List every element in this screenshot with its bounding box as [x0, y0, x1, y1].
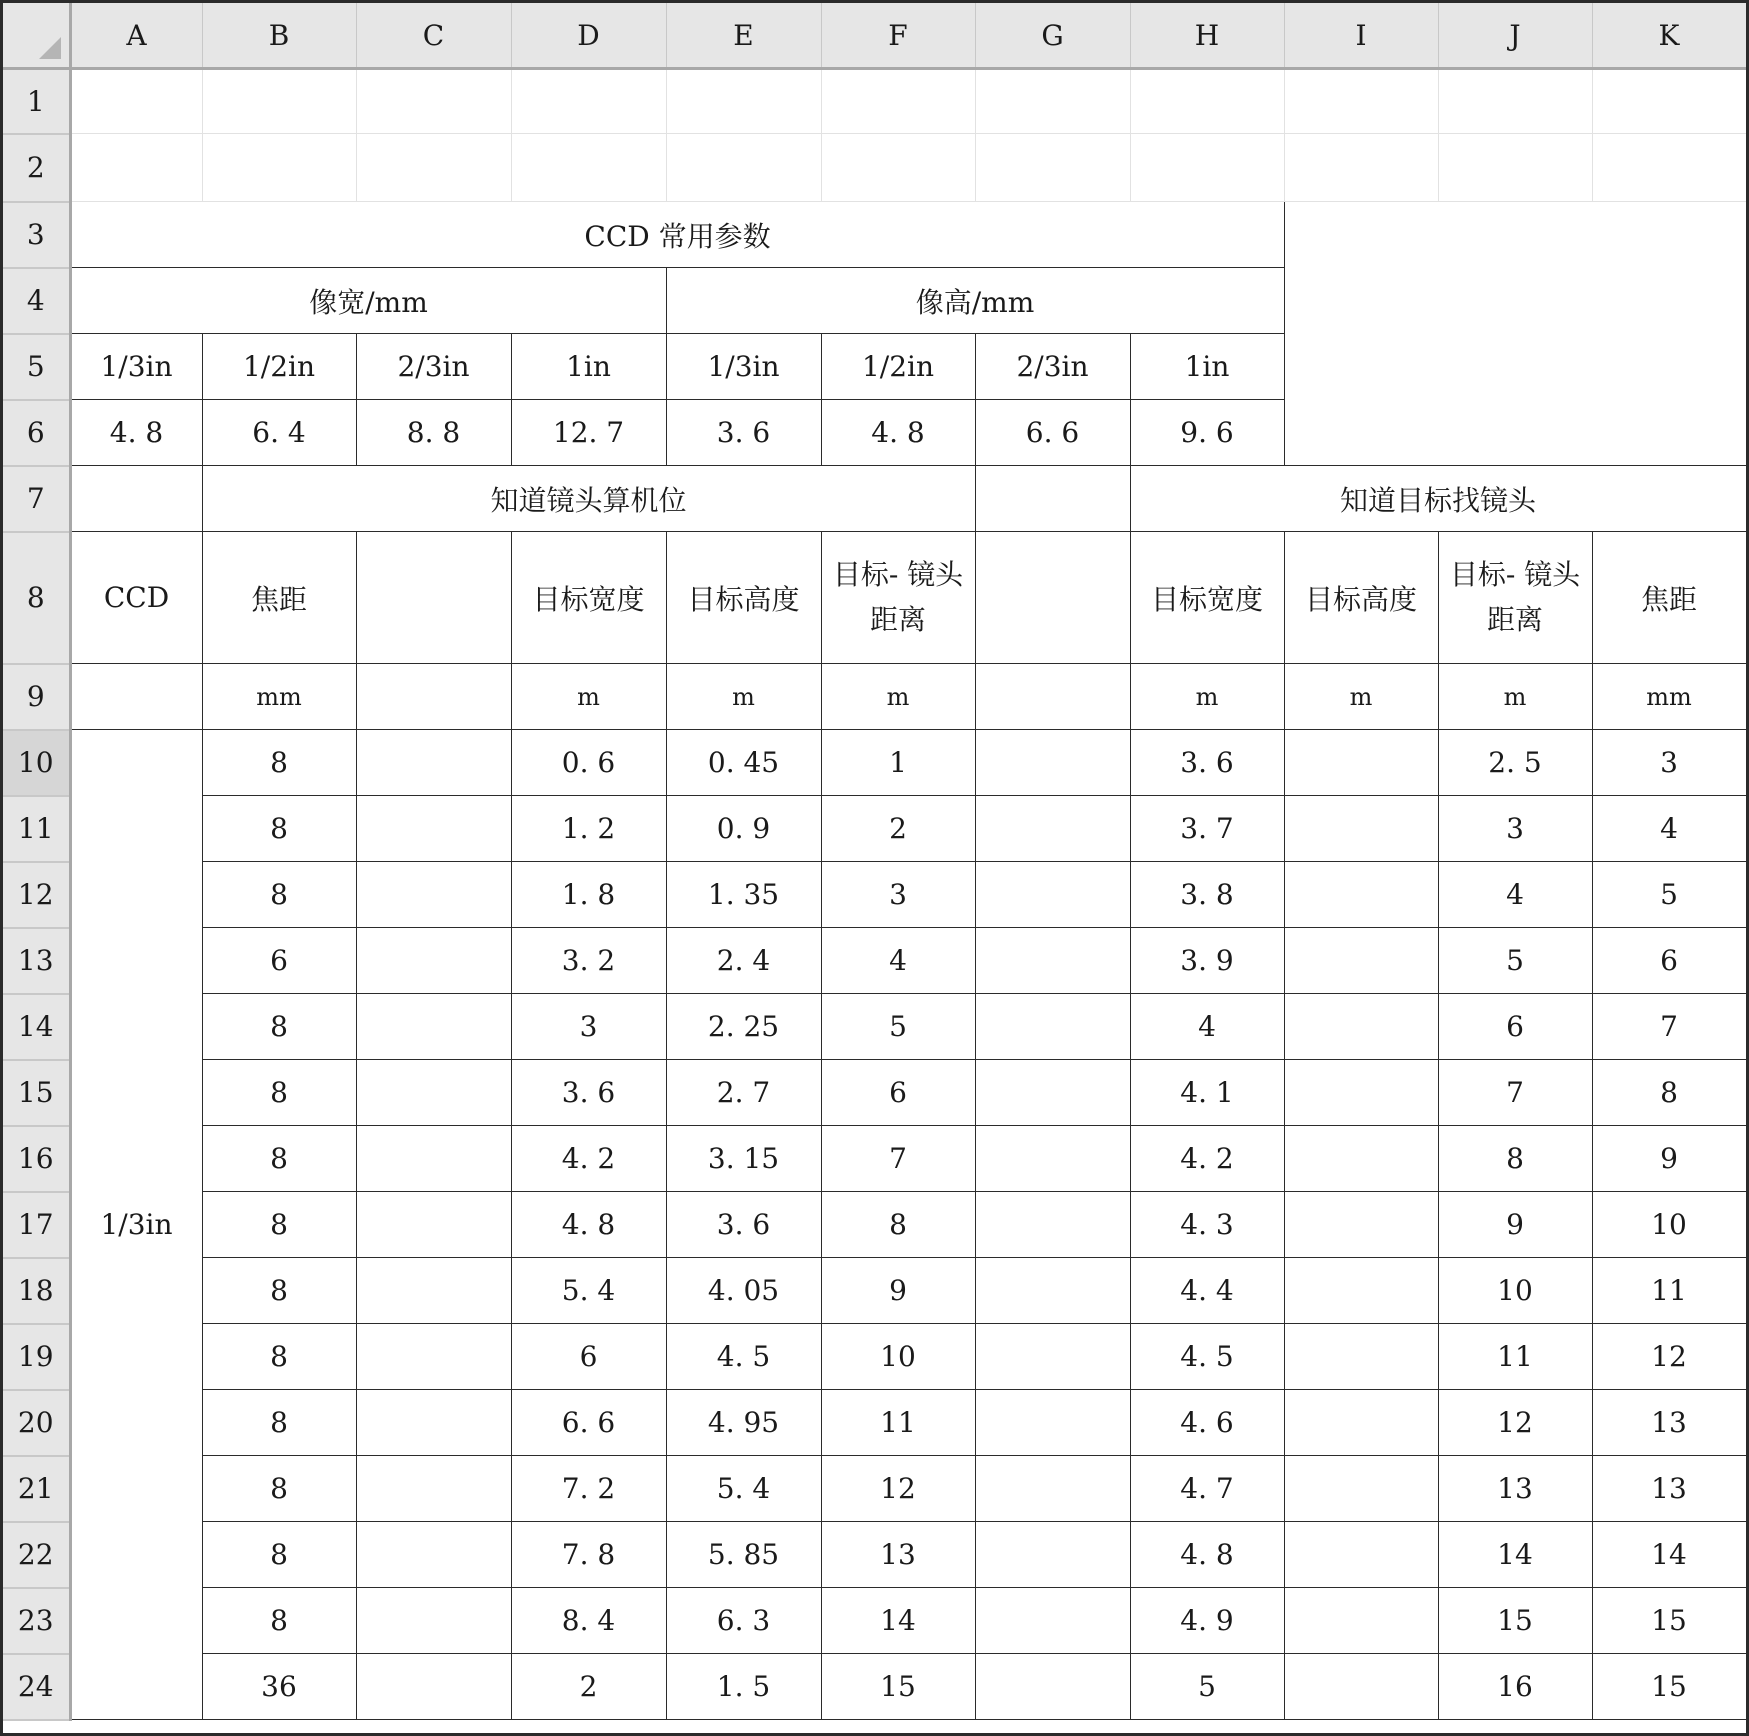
cell-f23[interactable]: 14 — [821, 1588, 975, 1654]
cell-h20[interactable]: 4. 6 — [1130, 1390, 1284, 1456]
table-row — [3, 928, 1746, 994]
cell-e20[interactable]: 4. 95 — [666, 1390, 821, 1456]
row-header-18[interactable]: 18 — [3, 1258, 70, 1324]
cell-i2[interactable] — [1284, 134, 1438, 202]
cell-j18[interactable]: 10 — [1438, 1258, 1592, 1324]
cell-c10[interactable] — [356, 730, 511, 796]
cell-d21[interactable]: 7. 2 — [511, 1456, 666, 1522]
cell-i19[interactable] — [1284, 1324, 1438, 1390]
cell-f14[interactable]: 5 — [821, 994, 975, 1060]
cell-j13[interactable]: 5 — [1438, 928, 1592, 994]
row-header-20[interactable]: 20 — [3, 1390, 70, 1456]
cell-b21[interactable]: 8 — [202, 1456, 356, 1522]
unit-j9[interactable]: m — [1438, 664, 1592, 730]
cell-i16[interactable] — [1284, 1126, 1438, 1192]
cell-g23[interactable] — [975, 1588, 1130, 1654]
cell-c17[interactable] — [356, 1192, 511, 1258]
table-row — [3, 1390, 1746, 1456]
cell-g12[interactable] — [975, 862, 1130, 928]
ccd-size-merged-cell[interactable]: 1/3in — [70, 730, 202, 1720]
cell-k2[interactable] — [1592, 134, 1746, 202]
cell-b13[interactable]: 6 — [202, 928, 356, 994]
cell-e22[interactable]: 5. 85 — [666, 1522, 821, 1588]
cell-g15[interactable] — [975, 1060, 1130, 1126]
column-header-j[interactable]: J — [1438, 3, 1592, 69]
cell-f10[interactable]: 1 — [821, 730, 975, 796]
row-header-2[interactable]: 2 — [3, 134, 70, 202]
cell-b15[interactable]: 8 — [202, 1060, 356, 1126]
table-row — [3, 796, 1746, 862]
cell-c15[interactable] — [356, 1060, 511, 1126]
cell-g13[interactable] — [975, 928, 1130, 994]
cell-g16[interactable] — [975, 1126, 1130, 1192]
label-target-width-right[interactable]: 目标宽度 — [1130, 532, 1284, 664]
size-a5[interactable]: 1/3in — [70, 334, 202, 400]
cell-c18[interactable] — [356, 1258, 511, 1324]
cell-b10[interactable]: 8 — [202, 730, 356, 796]
cell-c20[interactable] — [356, 1390, 511, 1456]
size-b5[interactable]: 1/2in — [202, 334, 356, 400]
table-row — [3, 1060, 1746, 1126]
value-g6[interactable]: 6. 6 — [975, 400, 1130, 466]
table-row — [3, 1522, 1746, 1588]
row-header-7[interactable]: 7 — [3, 466, 70, 532]
value-c6[interactable]: 8. 8 — [356, 400, 511, 466]
cell-i20[interactable] — [1284, 1390, 1438, 1456]
column-header-f[interactable]: F — [821, 3, 975, 69]
cell-e1[interactable] — [666, 69, 821, 134]
cell-k17[interactable]: 10 — [1592, 1192, 1746, 1258]
cell-d20[interactable]: 6. 6 — [511, 1390, 666, 1456]
table-row — [3, 862, 1746, 928]
cell-b11[interactable]: 8 — [202, 796, 356, 862]
cell-f21[interactable]: 12 — [821, 1456, 975, 1522]
label-ccd[interactable]: CCD — [70, 532, 202, 664]
cell-j19[interactable]: 11 — [1438, 1324, 1592, 1390]
cell-j17[interactable]: 9 — [1438, 1192, 1592, 1258]
cell-k22[interactable]: 14 — [1592, 1522, 1746, 1588]
cell-k16[interactable]: 9 — [1592, 1126, 1746, 1192]
row-header-6[interactable]: 6 — [3, 400, 70, 466]
size-c5[interactable]: 2/3in — [356, 334, 511, 400]
select-all-corner[interactable] — [3, 3, 70, 69]
cell-d14[interactable]: 3 — [511, 994, 666, 1060]
cell-e18[interactable]: 4. 05 — [666, 1258, 821, 1324]
cell-i23[interactable] — [1284, 1588, 1438, 1654]
table-row — [3, 1588, 1746, 1654]
cell-i12[interactable] — [1284, 862, 1438, 928]
cell-h1[interactable] — [1130, 69, 1284, 134]
cell-d18[interactable]: 5. 4 — [511, 1258, 666, 1324]
cell-c8[interactable] — [356, 532, 511, 664]
cell-k24[interactable]: 15 — [1592, 1654, 1746, 1720]
cell-d19[interactable]: 6 — [511, 1324, 666, 1390]
cell-j2[interactable] — [1438, 134, 1592, 202]
cell-i11[interactable] — [1284, 796, 1438, 862]
cell-c14[interactable] — [356, 994, 511, 1060]
table-row — [3, 1456, 1746, 1522]
cell-i24[interactable] — [1284, 1654, 1438, 1720]
cell-g17[interactable] — [975, 1192, 1130, 1258]
unit-b9[interactable]: mm — [202, 664, 356, 730]
cell-j10[interactable]: 2. 5 — [1438, 730, 1592, 796]
column-header-g[interactable]: G — [975, 3, 1130, 69]
cell-b24[interactable]: 36 — [202, 1654, 356, 1720]
cell-d22[interactable]: 7. 8 — [511, 1522, 666, 1588]
distance-line-2: 距离 — [869, 602, 926, 636]
cell-j22[interactable]: 14 — [1438, 1522, 1592, 1588]
cell-e21[interactable]: 5. 4 — [666, 1456, 821, 1522]
label-target-height-right[interactable]: 目标高度 — [1284, 532, 1438, 664]
cell-c12[interactable] — [356, 862, 511, 928]
cell-f19[interactable]: 10 — [821, 1324, 975, 1390]
row-header-21[interactable]: 21 — [3, 1456, 70, 1522]
column-header-b[interactable]: B — [202, 3, 356, 69]
cell-h2[interactable] — [1130, 134, 1284, 202]
row-header-22[interactable]: 22 — [3, 1522, 70, 1588]
data-rows — [3, 730, 1746, 1720]
cell-h18[interactable]: 4. 4 — [1130, 1258, 1284, 1324]
unit-k9[interactable]: mm — [1592, 664, 1746, 730]
row-header-3[interactable]: 3 — [3, 202, 70, 268]
label-focal-length-right[interactable]: 焦距 — [1592, 532, 1746, 664]
size-h5[interactable]: 1in — [1130, 334, 1284, 400]
cell-b22[interactable]: 8 — [202, 1522, 356, 1588]
cell-g1[interactable] — [975, 69, 1130, 134]
table-row — [3, 1654, 1746, 1720]
value-d6[interactable]: 12. 7 — [511, 400, 666, 466]
cell-e16[interactable]: 3. 15 — [666, 1126, 821, 1192]
table-row — [3, 1192, 1746, 1258]
cell-e17[interactable]: 3. 6 — [666, 1192, 821, 1258]
cell-f2[interactable] — [821, 134, 975, 202]
row-header-9[interactable]: 9 — [3, 664, 70, 730]
cell-g8[interactable] — [975, 532, 1130, 664]
row-header-5[interactable]: 5 — [3, 334, 70, 400]
cell-f24[interactable]: 15 — [821, 1654, 975, 1720]
cell-k1[interactable] — [1592, 69, 1746, 134]
cell-e11[interactable]: 0. 9 — [666, 796, 821, 862]
table-row — [3, 1126, 1746, 1192]
cell-e23[interactable]: 6. 3 — [666, 1588, 821, 1654]
cell-g21[interactable] — [975, 1456, 1130, 1522]
table-row — [3, 730, 1746, 796]
cell-c13[interactable] — [356, 928, 511, 994]
cell-c21[interactable] — [356, 1456, 511, 1522]
value-a6[interactable]: 4. 8 — [70, 400, 202, 466]
cell-i14[interactable] — [1284, 994, 1438, 1060]
column-header-k[interactable]: K — [1592, 3, 1746, 69]
cell-h17[interactable]: 4. 3 — [1130, 1192, 1284, 1258]
cell-k14[interactable]: 7 — [1592, 994, 1746, 1060]
cell-j24[interactable]: 16 — [1438, 1654, 1592, 1720]
cell-f20[interactable]: 11 — [821, 1390, 975, 1456]
section-target-to-lens[interactable]: 知道目标找镜头 — [1130, 466, 1746, 532]
cell-f1[interactable] — [821, 69, 975, 134]
cell-g20[interactable] — [975, 1390, 1130, 1456]
cell-j12[interactable]: 4 — [1438, 862, 1592, 928]
cell-e15[interactable]: 2. 7 — [666, 1060, 821, 1126]
cell-e13[interactable]: 2. 4 — [666, 928, 821, 994]
row-header-10[interactable]: 10 — [3, 730, 70, 796]
size-d5[interactable]: 1in — [511, 334, 666, 400]
column-header-e[interactable]: E — [666, 3, 821, 69]
table-row — [3, 1258, 1746, 1324]
cell-e14[interactable]: 2. 25 — [666, 994, 821, 1060]
cell-c1[interactable] — [356, 69, 511, 134]
cell-c24[interactable] — [356, 1654, 511, 1720]
cell-a7[interactable] — [70, 466, 202, 532]
cell-h21[interactable]: 4. 7 — [1130, 1456, 1284, 1522]
cell-j1[interactable] — [1438, 69, 1592, 134]
cell-b17[interactable]: 8 — [202, 1192, 356, 1258]
cell-g11[interactable] — [975, 796, 1130, 862]
cell-h12[interactable]: 3. 8 — [1130, 862, 1284, 928]
distance-line-1: 目标- 镜头 — [832, 557, 964, 591]
cell-e12[interactable]: 1. 35 — [666, 862, 821, 928]
unit-h9[interactable]: m — [1130, 664, 1284, 730]
column-header-h[interactable]: H — [1130, 3, 1284, 69]
cell-k18[interactable]: 11 — [1592, 1258, 1746, 1324]
cell-c11[interactable] — [356, 796, 511, 862]
cell-k20[interactable]: 13 — [1592, 1390, 1746, 1456]
cell-a2[interactable] — [70, 134, 202, 202]
unit-f9[interactable]: m — [821, 664, 975, 730]
select-all-triangle-icon — [39, 37, 61, 59]
row-header-19[interactable]: 19 — [3, 1324, 70, 1390]
row-header-24[interactable]: 24 — [3, 1654, 70, 1720]
row-header-14[interactable]: 14 — [3, 994, 70, 1060]
cell-c23[interactable] — [356, 1588, 511, 1654]
column-header-c[interactable]: C — [356, 3, 511, 69]
cell-b20[interactable]: 8 — [202, 1390, 356, 1456]
cell-j14[interactable]: 6 — [1438, 994, 1592, 1060]
distance-line-2-right: 距离 — [1486, 602, 1543, 636]
cell-i1[interactable] — [1284, 69, 1438, 134]
cell-c16[interactable] — [356, 1126, 511, 1192]
cell-f11[interactable]: 2 — [821, 796, 975, 862]
cell-i22[interactable] — [1284, 1522, 1438, 1588]
cell-e19[interactable]: 4. 5 — [666, 1324, 821, 1390]
cell-c19[interactable] — [356, 1324, 511, 1390]
row-header-8[interactable]: 8 — [3, 532, 70, 664]
cell-d17[interactable]: 4. 8 — [511, 1192, 666, 1258]
cell-i15[interactable] — [1284, 1060, 1438, 1126]
cell-a1[interactable] — [70, 69, 202, 134]
cell-f16[interactable]: 7 — [821, 1126, 975, 1192]
cell-e2[interactable] — [666, 134, 821, 202]
cell-b16[interactable]: 8 — [202, 1126, 356, 1192]
cell-a9[interactable] — [70, 664, 202, 730]
cell-i10[interactable] — [1284, 730, 1438, 796]
row-header-16[interactable]: 16 — [3, 1126, 70, 1192]
cell-b1[interactable] — [202, 69, 356, 134]
cell-d16[interactable]: 4. 2 — [511, 1126, 666, 1192]
cell-h22[interactable]: 4. 8 — [1130, 1522, 1284, 1588]
unit-d9[interactable]: m — [511, 664, 666, 730]
cell-g9[interactable] — [975, 664, 1130, 730]
cell-g18[interactable] — [975, 1258, 1130, 1324]
cell-k10[interactable]: 3 — [1592, 730, 1746, 796]
cell-k15[interactable]: 8 — [1592, 1060, 1746, 1126]
label-target-height[interactable]: 目标高度 — [666, 532, 821, 664]
table-row — [3, 1324, 1746, 1390]
cell-c22[interactable] — [356, 1522, 511, 1588]
cell-b2[interactable] — [202, 134, 356, 202]
column-header-i[interactable]: I — [1284, 3, 1438, 69]
cell-h11[interactable]: 3. 7 — [1130, 796, 1284, 862]
size-g5[interactable]: 2/3in — [975, 334, 1130, 400]
cell-h16[interactable]: 4. 2 — [1130, 1126, 1284, 1192]
image-width-group[interactable]: 像宽/mm — [70, 268, 666, 334]
cell-f15[interactable]: 6 — [821, 1060, 975, 1126]
cell-g10[interactable] — [975, 730, 1130, 796]
cell-j23[interactable]: 15 — [1438, 1588, 1592, 1654]
cell-i13[interactable] — [1284, 928, 1438, 994]
cell-f18[interactable]: 9 — [821, 1258, 975, 1324]
cell-h13[interactable]: 3. 9 — [1130, 928, 1284, 994]
label-target-width[interactable]: 目标宽度 — [511, 532, 666, 664]
value-b6[interactable]: 6. 4 — [202, 400, 356, 466]
row-header-4[interactable]: 4 — [3, 268, 70, 334]
cell-g7[interactable] — [975, 466, 1130, 532]
cell-d1[interactable] — [511, 69, 666, 134]
cell-h24[interactable]: 5 — [1130, 1654, 1284, 1720]
cell-k11[interactable]: 4 — [1592, 796, 1746, 862]
row-header-15[interactable]: 15 — [3, 1060, 70, 1126]
label-target-lens-distance[interactable] — [821, 532, 975, 664]
label-focal-length[interactable]: 焦距 — [202, 532, 356, 664]
cell-b23[interactable]: 8 — [202, 1588, 356, 1654]
row-header-1[interactable]: 1 — [3, 69, 70, 134]
cell-e10[interactable]: 0. 45 — [666, 730, 821, 796]
row-header-13[interactable]: 13 — [3, 928, 70, 994]
unit-e9[interactable]: m — [666, 664, 821, 730]
row-header-12[interactable]: 12 — [3, 862, 70, 928]
cell-d23[interactable]: 8. 4 — [511, 1588, 666, 1654]
value-e6[interactable]: 3. 6 — [666, 400, 821, 466]
cell-j16[interactable]: 8 — [1438, 1126, 1592, 1192]
row-header-11[interactable]: 11 — [3, 796, 70, 862]
table-row — [3, 994, 1746, 1060]
cell-b12[interactable]: 8 — [202, 862, 356, 928]
cell-h23[interactable]: 4. 9 — [1130, 1588, 1284, 1654]
cell-c9[interactable] — [356, 664, 511, 730]
cell-d12[interactable]: 1. 8 — [511, 862, 666, 928]
cell-j11[interactable]: 3 — [1438, 796, 1592, 862]
cell-k19[interactable]: 12 — [1592, 1324, 1746, 1390]
value-f6[interactable]: 4. 8 — [821, 400, 975, 466]
blank-block-i3-k6[interactable] — [1284, 202, 1746, 466]
cell-h19[interactable]: 4. 5 — [1130, 1324, 1284, 1390]
cell-d10[interactable]: 0. 6 — [511, 730, 666, 796]
cell-f12[interactable]: 3 — [821, 862, 975, 928]
cell-k12[interactable]: 5 — [1592, 862, 1746, 928]
column-header-a[interactable]: A — [70, 3, 202, 69]
section-lens-to-position[interactable]: 知道镜头算机位 — [202, 466, 975, 532]
size-f5[interactable]: 1/2in — [821, 334, 975, 400]
cell-f22[interactable]: 13 — [821, 1522, 975, 1588]
cell-k21[interactable]: 13 — [1592, 1456, 1746, 1522]
distance-line-1-right: 目标- 镜头 — [1449, 557, 1581, 591]
sheet-grid — [3, 3, 1747, 1721]
cell-i18[interactable] — [1284, 1258, 1438, 1324]
cell-h10[interactable]: 3. 6 — [1130, 730, 1284, 796]
cell-d13[interactable]: 3. 2 — [511, 928, 666, 994]
cell-f17[interactable]: 8 — [821, 1192, 975, 1258]
value-h6[interactable]: 9. 6 — [1130, 400, 1284, 466]
cell-c2[interactable] — [356, 134, 511, 202]
cell-d15[interactable]: 3. 6 — [511, 1060, 666, 1126]
cell-g24[interactable] — [975, 1654, 1130, 1720]
cell-j20[interactable]: 12 — [1438, 1390, 1592, 1456]
image-height-group[interactable]: 像高/mm — [666, 268, 1284, 334]
row-header-17[interactable]: 17 — [3, 1192, 70, 1258]
cell-g14[interactable] — [975, 994, 1130, 1060]
cell-d24[interactable]: 2 — [511, 1654, 666, 1720]
cell-g19[interactable] — [975, 1324, 1130, 1390]
cell-k23[interactable]: 15 — [1592, 1588, 1746, 1654]
cell-g2[interactable] — [975, 134, 1130, 202]
cell-b19[interactable]: 8 — [202, 1324, 356, 1390]
row-header-23[interactable]: 23 — [3, 1588, 70, 1654]
size-e5[interactable]: 1/3in — [666, 334, 821, 400]
cell-h15[interactable]: 4. 1 — [1130, 1060, 1284, 1126]
cell-b18[interactable]: 8 — [202, 1258, 356, 1324]
cell-b14[interactable]: 8 — [202, 994, 356, 1060]
cell-d11[interactable]: 1. 2 — [511, 796, 666, 862]
cell-f13[interactable]: 4 — [821, 928, 975, 994]
cell-j15[interactable]: 7 — [1438, 1060, 1592, 1126]
cell-e24[interactable]: 1. 5 — [666, 1654, 821, 1720]
cell-d2[interactable] — [511, 134, 666, 202]
cell-j21[interactable]: 13 — [1438, 1456, 1592, 1522]
cell-g22[interactable] — [975, 1522, 1130, 1588]
cell-h14[interactable]: 4 — [1130, 994, 1284, 1060]
ccd-params-title[interactable]: CCD 常用参数 — [70, 202, 1284, 268]
cell-i21[interactable] — [1284, 1456, 1438, 1522]
column-header-d[interactable]: D — [511, 3, 666, 69]
cell-i17[interactable] — [1284, 1192, 1438, 1258]
cell-k13[interactable]: 6 — [1592, 928, 1746, 994]
label-target-lens-distance-right[interactable] — [1438, 532, 1592, 664]
unit-i9[interactable]: m — [1284, 664, 1438, 730]
